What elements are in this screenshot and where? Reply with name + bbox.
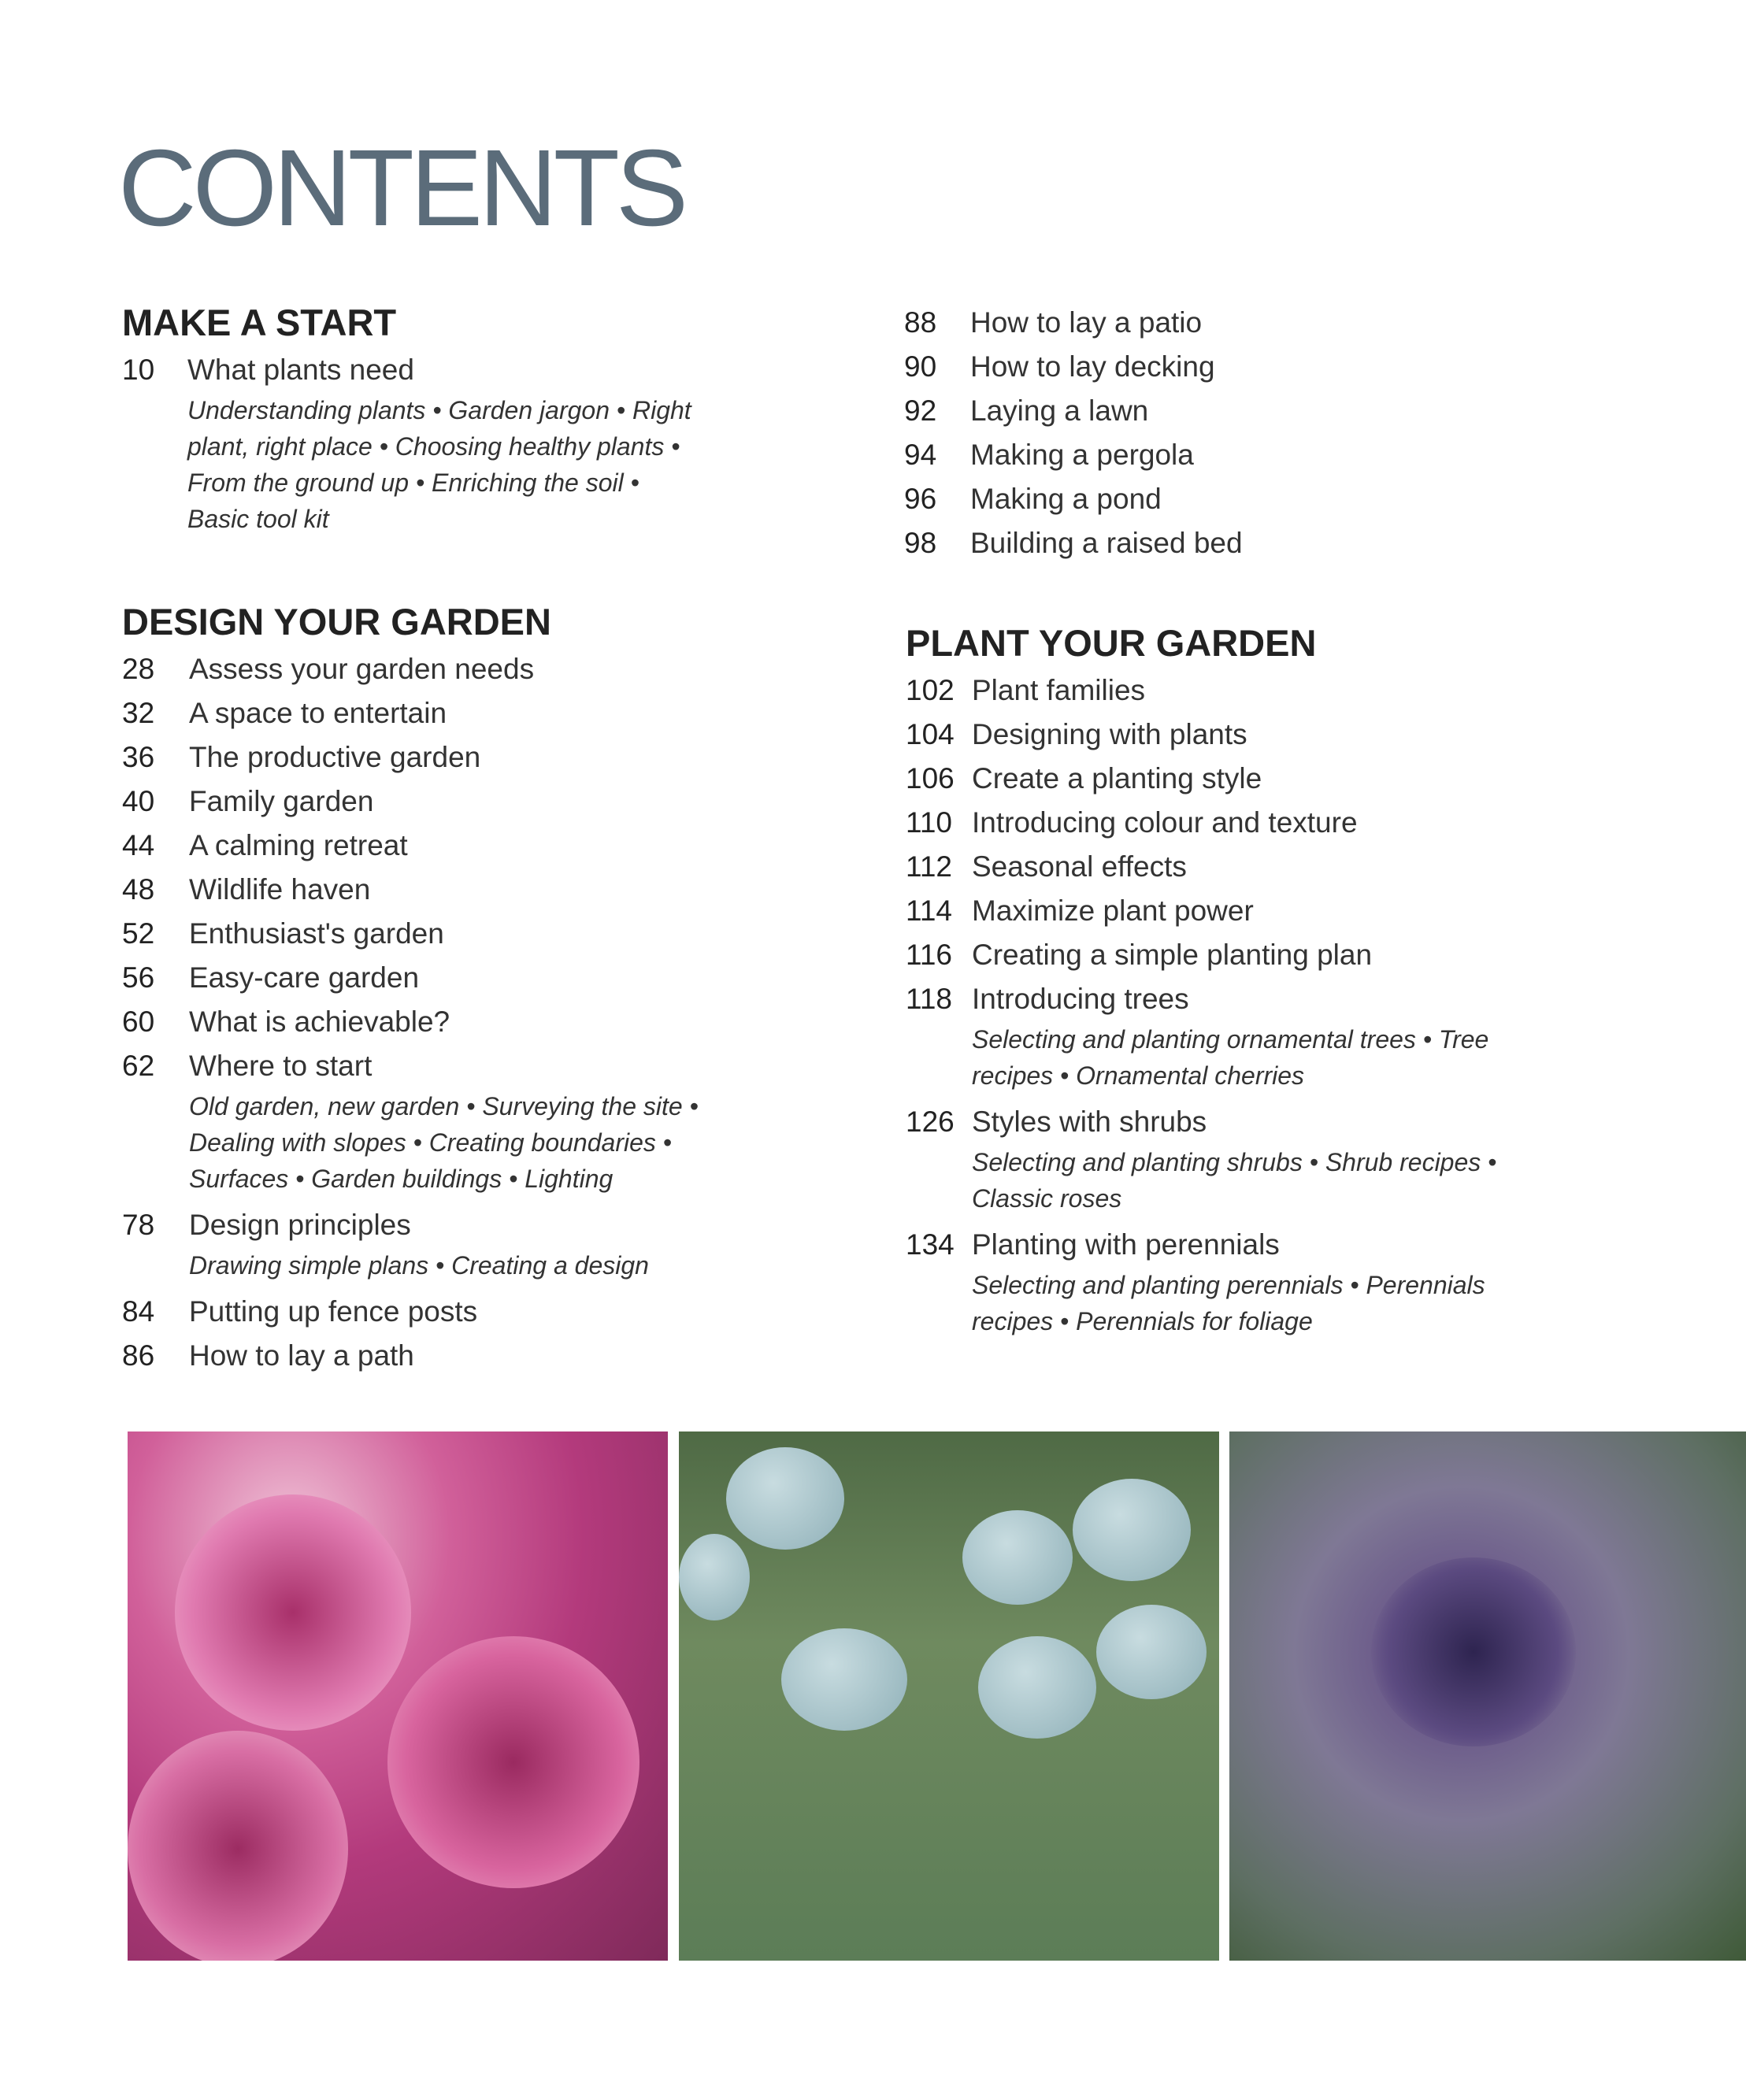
entry-subtopics: Selecting and planting shrubs • Shrub recipes • Classic roses xyxy=(972,1148,1497,1213)
poppy-seedhead xyxy=(781,1628,907,1731)
cabbage-center xyxy=(1371,1557,1576,1746)
foxglove-bell xyxy=(128,1731,348,1961)
poppy-seedhead xyxy=(679,1534,750,1620)
entry-title: Creating a simple planting plan xyxy=(972,939,1373,971)
page-number: 102 xyxy=(906,674,955,706)
entry-title: Plant families xyxy=(972,674,1146,706)
page-number: 32 xyxy=(122,697,155,729)
section-heading: DESIGN YOUR GARDEN xyxy=(122,601,551,643)
poppy-seedhead xyxy=(978,1636,1096,1739)
entry-title: Laying a lawn xyxy=(970,394,1149,427)
toc-entry[interactable] xyxy=(904,433,1243,477)
page-number: 84 xyxy=(122,1295,155,1328)
page-number: 40 xyxy=(122,785,155,817)
page-number: 62 xyxy=(122,1050,155,1082)
entry-title: Maximize plant power xyxy=(972,894,1254,927)
toc-entry[interactable] xyxy=(122,780,725,824)
section-heading: MAKE A START xyxy=(122,302,397,343)
poppy-seedhead xyxy=(1073,1479,1191,1581)
toc-entry[interactable] xyxy=(122,348,699,392)
toc-entry[interactable] xyxy=(122,824,725,868)
section-plant-your-garden xyxy=(906,620,1555,1346)
foxglove-photo xyxy=(128,1431,668,1961)
toc-entry[interactable] xyxy=(904,301,1243,345)
page-number: 90 xyxy=(904,350,937,383)
ornamental-cabbage-photo xyxy=(1229,1431,1746,1961)
foxglove-bell xyxy=(387,1636,639,1888)
page-number: 88 xyxy=(904,306,937,339)
toc-entry[interactable] xyxy=(906,713,1555,757)
entry-title: The productive garden xyxy=(189,741,481,773)
entry-title: Planting with perennials xyxy=(972,1228,1280,1261)
toc-entry[interactable] xyxy=(906,889,1555,933)
page-number: 48 xyxy=(122,873,155,906)
section-design-your-garden xyxy=(122,598,725,1378)
entry-subtopics: Selecting and planting perennials • Perennials recipes • Perennials for foliage xyxy=(972,1271,1485,1335)
toc-entry[interactable] xyxy=(904,521,1243,565)
entry-title: Styles with shrubs xyxy=(972,1106,1207,1138)
entry-title: Building a raised bed xyxy=(970,527,1243,559)
page-number: 28 xyxy=(122,653,155,685)
page-number: 56 xyxy=(122,961,155,994)
page-number: 52 xyxy=(122,917,155,950)
section-make-a-start xyxy=(122,299,699,543)
page-number: 126 xyxy=(906,1106,955,1138)
entry-title: Seasonal effects xyxy=(972,850,1187,883)
toc-entry[interactable] xyxy=(906,845,1555,889)
toc-entry[interactable] xyxy=(906,933,1555,977)
toc-entry[interactable] xyxy=(122,691,725,735)
toc-entry[interactable] xyxy=(122,1044,725,1088)
toc-entry[interactable] xyxy=(122,1203,725,1247)
entry-title: How to lay a patio xyxy=(970,306,1203,339)
page-number: 10 xyxy=(122,354,155,386)
page-number: 112 xyxy=(906,850,952,883)
section-design-continued xyxy=(904,301,1243,565)
entry-subtopics: Selecting and planting ornamental trees • Tree recipes • Ornamental cherries xyxy=(972,1025,1489,1090)
toc-entry[interactable] xyxy=(122,868,725,912)
entry-title: What plants need xyxy=(187,354,414,386)
entry-title: Designing with plants xyxy=(972,718,1247,750)
entry-title: Putting up fence posts xyxy=(189,1295,478,1328)
page-number: 36 xyxy=(122,741,155,773)
entry-title: Introducing colour and texture xyxy=(972,806,1358,839)
poppy-seedhead xyxy=(726,1447,844,1550)
page-number: 118 xyxy=(906,983,952,1015)
section-heading: PLANT YOUR GARDEN xyxy=(906,622,1317,664)
page-number: 96 xyxy=(904,483,937,515)
toc-entry[interactable] xyxy=(906,669,1555,713)
toc-entry[interactable] xyxy=(122,1000,725,1044)
entry-title: Wildlife haven xyxy=(189,873,371,906)
toc-entry[interactable] xyxy=(122,1334,725,1378)
entry-title: Design principles xyxy=(189,1209,411,1241)
entry-title: Easy-care garden xyxy=(189,961,420,994)
entry-subtopics: Understanding plants • Garden jargon • Right plant, right place • Choosing healthy plants • From the ground up • Enriching the soil • Basic tool kit xyxy=(187,396,691,533)
toc-entry[interactable] xyxy=(122,1290,725,1334)
entry-title: Making a pergola xyxy=(970,439,1194,471)
page-number: 110 xyxy=(906,806,952,839)
page-number: 60 xyxy=(122,1006,155,1038)
entry-subtopics: Old garden, new garden • Surveying the site • Dealing with slopes • Creating boundaries • Surfaces • Garden buildings • Lighting xyxy=(189,1092,699,1193)
poppy-seedhead xyxy=(1096,1605,1207,1699)
toc-entry[interactable] xyxy=(122,647,725,691)
page-title: CONTENTS xyxy=(118,128,684,249)
toc-entry[interactable] xyxy=(904,389,1243,433)
page-number: 134 xyxy=(906,1228,955,1261)
page-number: 86 xyxy=(122,1339,155,1372)
entry-title: How to lay a path xyxy=(189,1339,414,1372)
page-number: 114 xyxy=(906,894,952,927)
poppy-seedheads-photo xyxy=(679,1431,1219,1961)
entry-title: Introducing trees xyxy=(972,983,1189,1015)
entry-title: A space to entertain xyxy=(189,697,447,729)
page-number: 44 xyxy=(122,829,155,861)
page-number: 94 xyxy=(904,439,937,471)
entry-title: A calming retreat xyxy=(189,829,408,861)
toc-entry[interactable] xyxy=(122,912,725,956)
page-number: 106 xyxy=(906,762,955,794)
toc-entry[interactable] xyxy=(906,977,1555,1021)
foxglove-bell xyxy=(175,1494,411,1731)
entry-title: Family garden xyxy=(189,785,374,817)
page-number: 92 xyxy=(904,394,937,427)
toc-entry[interactable] xyxy=(122,956,725,1000)
entry-title: How to lay decking xyxy=(970,350,1215,383)
toc-entry[interactable] xyxy=(906,1223,1555,1267)
entry-title: Create a planting style xyxy=(972,762,1262,794)
page-number: 104 xyxy=(906,718,955,750)
entry-title: Making a pond xyxy=(970,483,1162,515)
entry-title: Enthusiast's garden xyxy=(189,917,444,950)
entry-title: Assess your garden needs xyxy=(189,653,535,685)
toc-entry[interactable] xyxy=(904,345,1243,389)
toc-entry[interactable] xyxy=(904,477,1243,521)
toc-entry[interactable] xyxy=(906,801,1555,845)
toc-entry[interactable] xyxy=(122,735,725,780)
entry-title: What is achievable? xyxy=(189,1006,450,1038)
page-number: 78 xyxy=(122,1209,155,1241)
toc-entry[interactable] xyxy=(906,757,1555,801)
toc-entry[interactable] xyxy=(906,1100,1555,1144)
page-number: 116 xyxy=(906,939,952,971)
page-number: 98 xyxy=(904,527,937,559)
entry-subtopics: Drawing simple plans • Creating a design xyxy=(189,1251,649,1280)
poppy-seedhead xyxy=(962,1510,1073,1605)
entry-title: Where to start xyxy=(189,1050,373,1082)
